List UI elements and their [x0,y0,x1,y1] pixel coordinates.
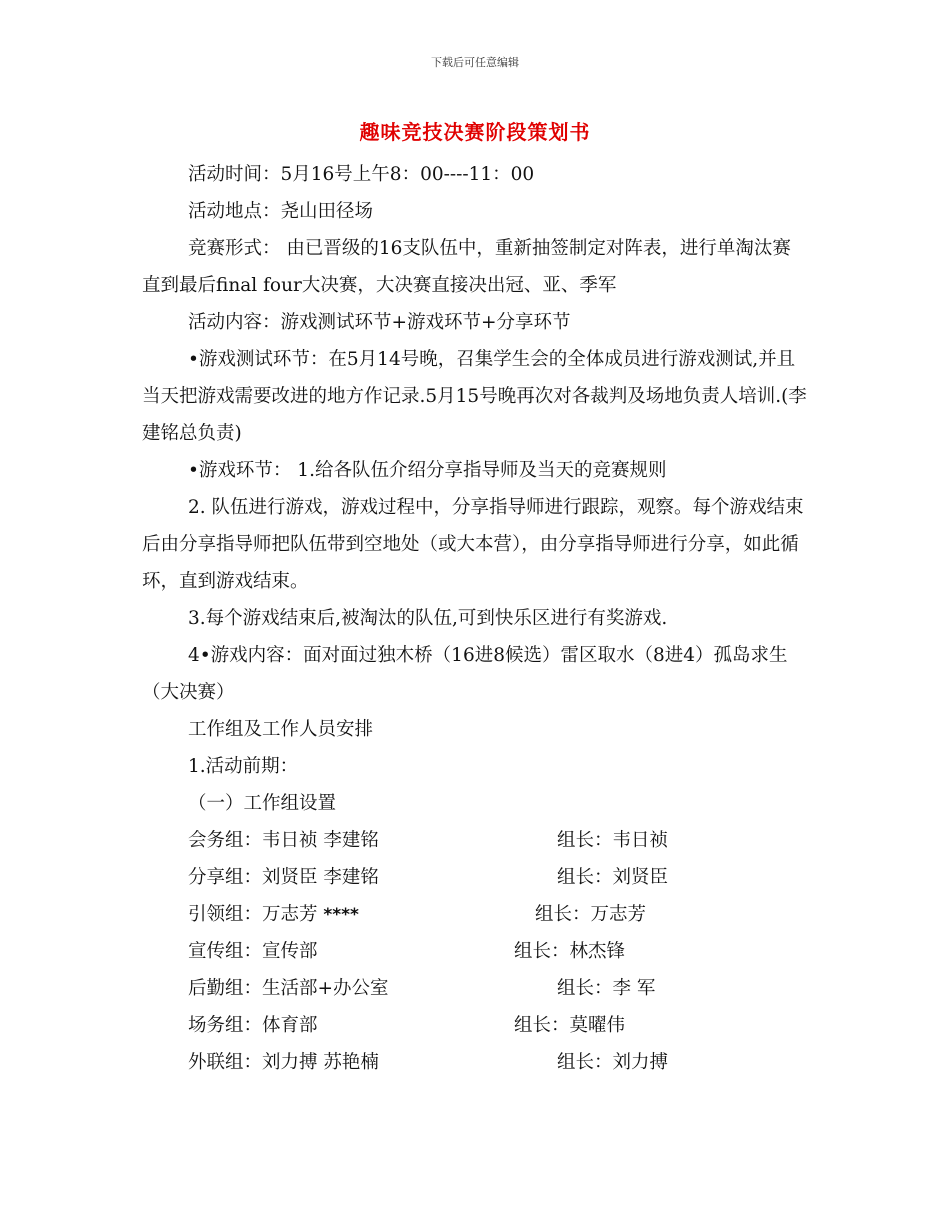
document-title: 趣味竞技决赛阶段策划书 [359,120,591,144]
group-members: 分享组：刘贤臣 李建铭 [188,867,379,888]
group-leader: 组长：韦日祯 [557,830,669,851]
page-header: 下载后可任意编辑 [431,56,519,69]
activity-location: 活动地点：尧山田径场 [188,201,374,222]
group-leader: 组长：刘贤臣 [557,867,669,888]
group-leader: 组长：万志芳 [535,904,647,925]
group-row-conference [142,822,807,859]
group-row-publicity [142,933,807,970]
group-row-logistics [142,970,807,1007]
group-members: 引领组：万志芳 [188,904,324,925]
group-row-sharing [142,859,807,896]
game-step-2: 2. 队伍进行游戏，游戏过程中，分享指导师进行跟踪，观察。每个游戏结束后由分享指导师把队伍带到空地处（或大本营），由分享指导师进行分享，如此循环，直到游戏结束。 [142,497,804,592]
workgroup-setup-heading: （一）工作组设置 [188,793,337,814]
game-step-3: 3.每个游戏结束后,被淘汰的队伍,可到快乐区进行有奖游戏. [188,608,668,629]
document-body [142,156,807,1081]
group-members: 外联组：刘力搏 苏艳楠 [188,1052,379,1073]
group-row-guide [142,896,807,933]
group-members: 场务组：体育部 [188,1015,318,1036]
group-leader: 组长：莫曜伟 [514,1015,626,1036]
group-row-external [142,1044,807,1081]
staff-arrangement-heading: 工作组及工作人员安排 [188,719,374,740]
pre-activity-heading: 1.活动前期： [188,756,299,777]
activity-content: 活动内容：游戏测试环节+游戏环节+分享环节 [188,312,571,333]
group-members-wrap [188,896,359,934]
game-content: 4•游戏内容：面对面过独木桥（16进8候选）雷区取水（8进4）孤岛求生（大决赛） [142,645,788,703]
game-test-section: •游戏测试环节：在5月14号晚，召集学生会的全体成员进行游戏测试,并且当天把游戏需要改进的地方作记录.5月15号晚再次对各裁判及场地负责人培训.(李建铭总负责) [142,349,807,444]
group-leader: 组长：林杰锋 [514,941,626,962]
activity-time: 活动时间：5月16号上午8：00----11：00 [188,164,535,185]
group-leader: 组长：刘力搏 [557,1052,669,1073]
group-members: 会务组：韦日祯 李建铭 [188,830,379,851]
group-members: 后勤组：生活部+办公室 [188,978,389,999]
redacted-names: **** [323,905,359,925]
competition-format: 竞赛形式： 由已晋级的16支队伍中，重新抽签制定对阵表，进行单淘汰赛直到最后final four大决赛，大决赛直接决出冠、亚、季军 [142,238,791,296]
group-leader: 组长：李 军 [557,978,656,999]
group-members: 宣传组：宣传部 [188,941,318,962]
group-row-venue [142,1007,807,1044]
game-section: •游戏环节： 1.给各队伍介绍分享指导师及当天的竞赛规则 [188,460,667,481]
